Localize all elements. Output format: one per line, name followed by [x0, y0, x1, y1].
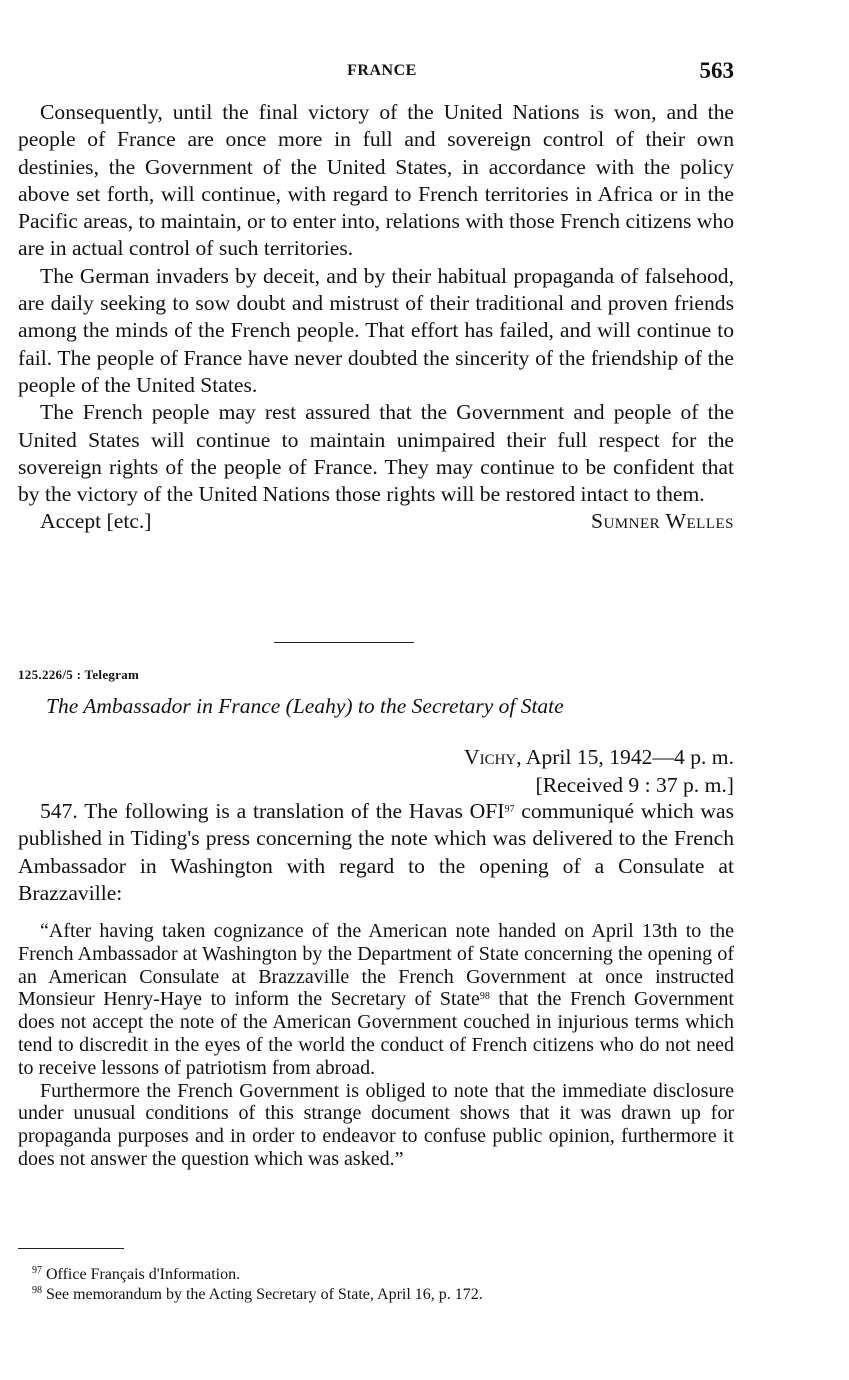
document-heading: The Ambassador in France (Leahy) to the Secretary of State [46, 694, 564, 718]
footnote-divider [18, 1248, 124, 1249]
dateline-received: [Received 9 : 37 p. m.] [535, 773, 734, 797]
telegram-text-before: 547. The following is a translation of the Havas OFI [40, 799, 505, 823]
running-title: FRANCE [347, 62, 417, 79]
quote-paragraph: Furthermore the French Government is obliged to note that the immediate disclosure under unusual conditions of this strange document shows that it was drawn up for propaganda purposes and in order to endeavor to confuse public opinion, furthermore it does not answer the question which was asked.” [18, 1079, 734, 1170]
dateline-place: Vichy [463, 745, 517, 769]
footnote [32, 1285, 732, 1305]
quote-text-after: that the French Government does not accept the note of the American Government couched in injurious terms which tend to discredit in the eyes of the world the conduct of French citizens who do not need to receive lessons of patriotism from abroad. [18, 988, 734, 1079]
telegram-text-after: communiqué which was published in Tiding's press concerning the note which was delivered to the French Ambassador in Washington with regard to the opening of a Consulate at Brazzaville: [18, 799, 735, 905]
running-head [18, 58, 734, 88]
footnote-number: 97 [32, 1265, 42, 1276]
footnote-text: Office Français d'Information. [46, 1266, 241, 1283]
dateline-date: , April 15, 1942—4 p. m. [516, 745, 734, 769]
paragraph: The French people may rest assured that the Government and people of the United States will continue to maintain unimpaired their full respect for the sovereign rights of the people of France. They may continue to be confident that by the victory of the United Nations those rights will be restored intact to them. [18, 400, 734, 507]
telegram-body [18, 798, 734, 907]
footnote-number: 98 [32, 1285, 42, 1296]
dateline [464, 743, 734, 799]
footnote [32, 1265, 732, 1285]
document-id: 125.226/5 : Telegram [18, 667, 140, 682]
footnote-ref: 97 [504, 804, 515, 815]
footnotes [32, 1265, 732, 1305]
closing-accept: Accept [etc.] [40, 509, 152, 534]
letter-body [18, 99, 734, 536]
paragraph: The German invaders by deceit, and by their habitual propaganda of falsehood, are daily seeking to sow doubt and mistrust of their traditional and proven friends among the minds of the French people. That effort has failed, and will continue to fail. The people of France have never doubted the sincerity of the friendship of the people of the United States. [18, 263, 734, 397]
signature: Sumner Welles [590, 509, 734, 534]
paragraph: Consequently, until the final victory of the United Nations is won, and the people of France are once more in full and sovereign control of their own destinies, the Government of the United States, in accordance with the policy above set forth, will continue, with regard to French territories in Africa or in the Pacific areas, to maintain, or to enter into, relations with those French citizens who are in actual control of such territories. [18, 100, 734, 261]
quote-paragraph [18, 920, 734, 1080]
closing-line [18, 508, 734, 536]
dateline-sent [464, 743, 734, 771]
page-number: 563 [699, 58, 734, 83]
footnote-text: See memorandum by the Acting Secretary of State, April 16, p. 172. [46, 1286, 483, 1303]
quote-text-before: “After having taken cognizance of the American note handed on April 13th to the French Ambassador at Washington by the Department of State concerning the opening of an American Consulate at Brazzaville the French Government at once instructed Monsieur Henry-Haye to inform the Secretary of State [18, 920, 734, 1011]
footnote-ref: 98 [479, 991, 490, 1003]
section-divider [274, 642, 414, 643]
telegram-paragraph [18, 798, 734, 907]
quoted-communique [18, 920, 734, 1171]
